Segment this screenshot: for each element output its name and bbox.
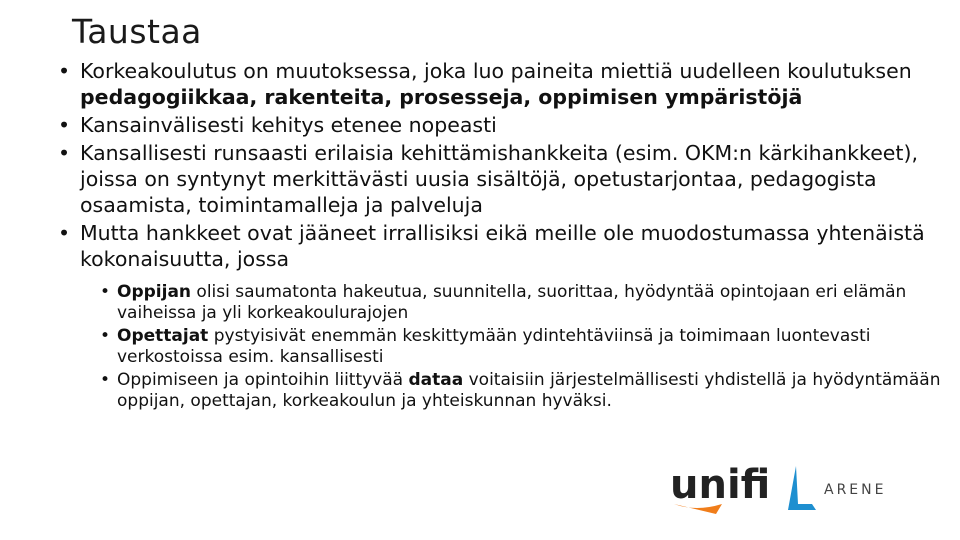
- arene-logo: [788, 466, 886, 510]
- subbullet-dot: •: [100, 282, 111, 302]
- bullet-1-bold: pedagogiikkaa, rakenteita, prosesseja, oppimisen ympäristöjä: [80, 85, 803, 109]
- subbullet-dot: •: [100, 370, 111, 390]
- unifi-logo: [670, 462, 770, 514]
- bullet-dot: •: [58, 141, 71, 165]
- bullet-2-text: Kansainvälisesti kehitys etenee nopeasti: [80, 113, 497, 137]
- bullet-4: [58, 220, 948, 272]
- bullet-4-text: Mutta hankkeet ovat jääneet irrallisiksi eikä meille ole muodostumassa yhtenäistä kokonaisuutta, jossa: [80, 221, 925, 271]
- bullet-dot: •: [58, 113, 71, 137]
- subbullet-3: [100, 370, 948, 412]
- subbullet-dot: •: [100, 326, 111, 346]
- subbullet-1-bold: Oppijan: [117, 282, 192, 302]
- bullet-1-text: Korkeakoulutus on muutoksessa, joka luo paineita miettiä uudelleen koulutuksen: [80, 59, 912, 83]
- subbullet-list: [58, 282, 948, 412]
- partner-logos: [666, 460, 906, 520]
- subbullet-3-pre: Oppimiseen ja opintoihin liittyvää: [117, 370, 409, 390]
- arene-mark-icon: [788, 466, 816, 510]
- bullet-dot: •: [58, 59, 71, 83]
- slide-content: [58, 58, 948, 414]
- subbullet-3-post: voitaisiin järjestelmällisesti yhdistellä ja hyödyntämään oppijan, opettajan, korkeakoulun ja yhteiskunnan hyväksi.: [117, 370, 941, 411]
- bullet-3: [58, 140, 948, 218]
- subbullet-1: [100, 282, 948, 324]
- logo-area: [666, 460, 906, 520]
- bullet-dot: •: [58, 221, 71, 245]
- bullet-3-text: Kansallisesti runsaasti erilaisia kehittämishankkeita (esim. OKM:n kärkihankkeet), joissa on syntynyt merkittävästi uusia sisältöjä, opetustarjontaa, pedagogista osaamista, toimintamalleja ja palveluja: [80, 141, 918, 217]
- bullet-1: [58, 58, 948, 110]
- bullet-2: [58, 112, 948, 138]
- subbullet-3-bold: dataa: [408, 370, 464, 390]
- slide-title: Taustaa: [72, 12, 202, 51]
- subbullet-2: [100, 326, 948, 368]
- arene-logo-text: ARENE: [824, 482, 887, 498]
- subbullet-1-text: olisi saumatonta hakeutua, suunnitella, suorittaa, hyödyntää opintojaan eri elämän vaiheissa ja yli korkeakoulurajojen: [117, 282, 907, 323]
- unifi-logo-text: unifi: [670, 462, 771, 508]
- subbullet-2-text: pystyisivät enemmän keskittymään ydintehtäviinsä ja toimimaan luontevasti verkostoissa esim. kansallisesti: [117, 326, 871, 367]
- subbullet-2-bold: Opettajat: [117, 326, 209, 346]
